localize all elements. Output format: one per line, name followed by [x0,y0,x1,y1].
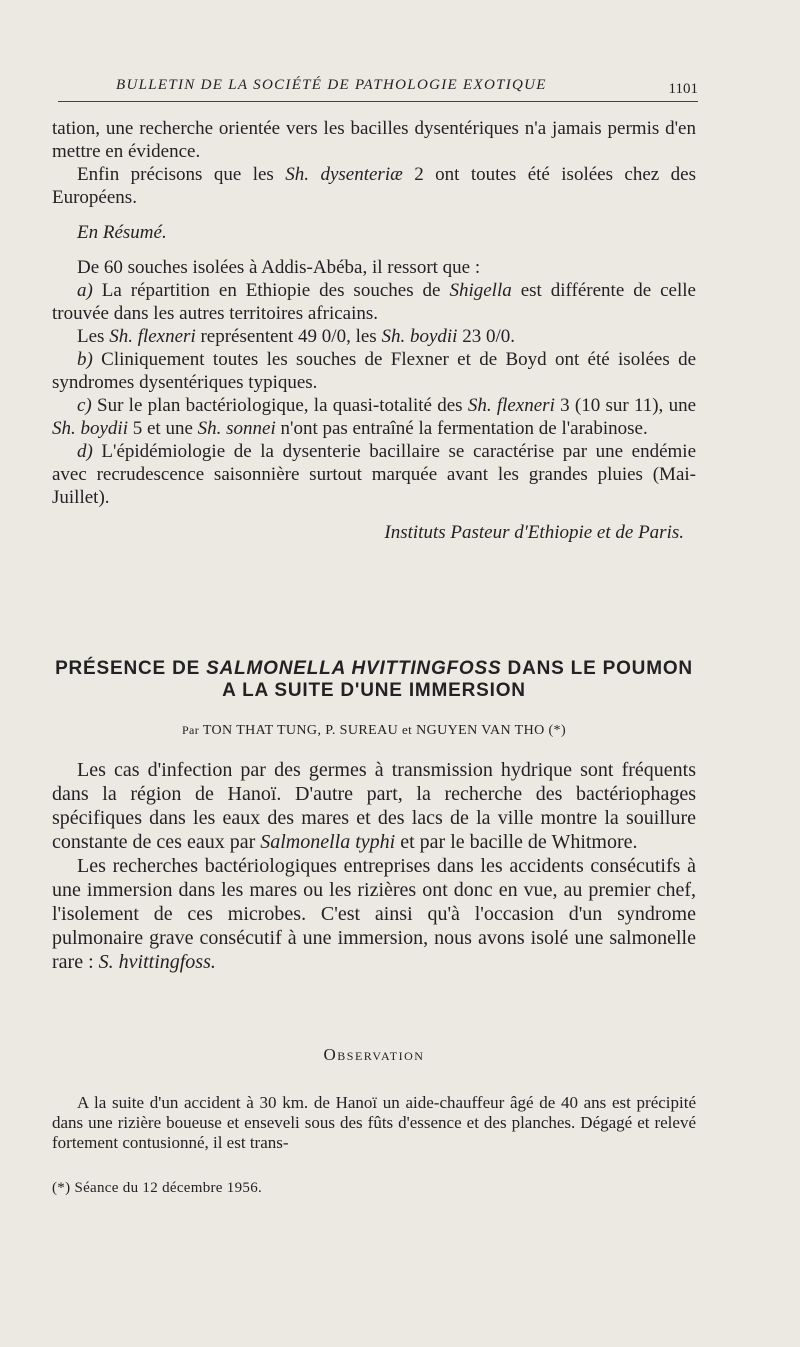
footnote: (*) Séance du 12 décembre 1956. [52,1180,263,1196]
page-number: 1101 [668,81,698,97]
paragraph: Enfin précisons que les Sh. dysenteriæ 2 ont toutes été isolées chez des Européens. [52,164,696,208]
observation-text [52,1093,696,1153]
paragraph: Les recherches bactériologiques entreprises dans les accidents consécutifs à une immersion dans les mares ou les rizières ont donc en vue, au premier chef, l'isolement de ces microbes. C'est ainsi qu'à l'occasion d'un syndrome pulmonaire grave consécutif à une immersion, nous avons isolé une salmonelle rare : S. hvittingfoss. [52,855,696,973]
summary-item-b: b) Cliniquement toutes les souches de Flexner et de Boyd ont été isolées de syndromes dysentériques typiques. [52,349,696,393]
running-title: BULLETIN DE LA SOCIÉTÉ DE PATHOLOGIE EXOTIQUE [116,77,547,93]
summary-item-a: a) La répartition en Ethiopie des souches de Shigella est différente de celle trouvée dans les autres territoires africains. [52,280,696,324]
summary-item-d: d) L'épidémiologie de la dysenterie bacillaire se caractérise par une endémie avec recrudescence saisonnière surtout marquée avant les grandes pluies (Mai-Juillet). [52,441,696,508]
paragraph: De 60 souches isolées à Addis-Abéba, il ressort que : [77,257,481,278]
affiliation-signature: Instituts Pasteur d'Ethiopie et de Paris. [384,522,684,543]
article-intro [52,758,696,974]
title-line-2: A LA SUITE D'UNE IMMERSION [222,680,526,701]
observation-heading: Observation [323,1045,425,1064]
paragraph: A la suite d'un accident à 30 km. de Hanoï un aide-chauffeur âgé de 40 ans est précipité dans une rizière boueuse et enseveli sous des fûts d'essence et des planches. Dégagé et relevé fortement contusionné, il est trans- [52,1093,696,1152]
summary-item-c: c) Sur le plan bactériologique, la quasi-totalité des Sh. flexneri 3 (10 sur 11), une Sh. boydii 5 et une Sh. sonnei n'ont pas entraîné la fermentation de l'arabinose. [52,395,697,439]
article-title [52,658,696,702]
running-header [58,75,698,102]
resume-heading: En Résumé. [77,222,167,243]
title-line-1: PRÉSENCE DE SALMONELLA HVITTINGFOSS DANS LE POUMON [55,658,693,679]
paragraph: Les cas d'infection par des germes à transmission hydrique sont fréquents dans la région de Hanoï. D'autre part, la recherche des bactériophages spécifiques dans les eaux des mares et des lacs de la ville montre la souillure constante de ces eaux par Salmonella typhi et par le bacille de Whitmore. [52,759,696,853]
species-name: Sh. dysenteriæ [285,164,403,185]
paragraph: tation, une recherche orientée vers les bacilles dysentériques n'a jamais permis d'en mettre en évidence. [52,118,696,162]
previous-article-conclusion [52,117,696,544]
summary-line: Les Sh. flexneri représentent 49 0/0, les Sh. boydii 23 0/0. [77,326,515,347]
authors-line: Par TON THAT TUNG, P. SUREAU et NGUYEN VAN THO (*) [181,722,567,738]
